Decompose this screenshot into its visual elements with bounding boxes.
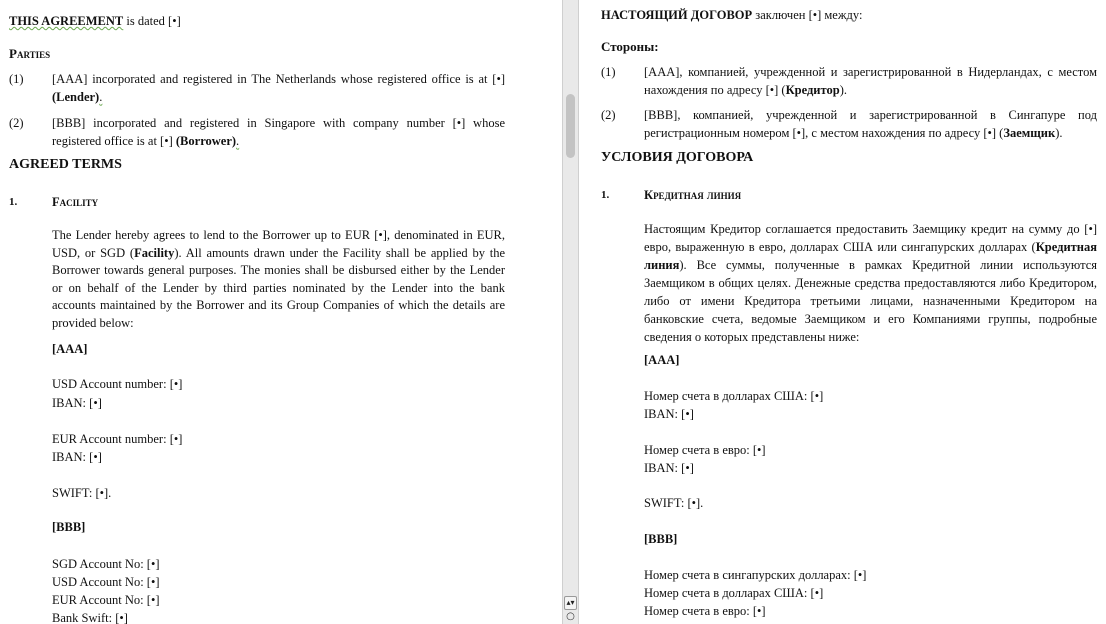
ru-clause-1-title: Кредитная линия [644,188,742,202]
ru-party-1-text: [AAA], компанией, учрежденной и зарегистрированной в Нидерландах, с местом нахождения по адресу [•] (Кредитор). [644,65,1097,97]
aaa-label: [AAA] [52,342,88,356]
ru-usd-account-no: Номер счета в долларах США: [•] [644,586,824,600]
ru-party-2-text: [BBB], компанией, учрежденной и зарегистрированной в Сингапуре под регистрационным номером [•], с местом нахождения по адресу [•] (Заемщик). [644,108,1097,140]
clause-1-paragraph: The Lender hereby agrees to lend to the Borrower up to EUR [•], denominated in EUR, USD, or SGD (Facility). All amounts drawn under the Facility shall be applied by the Borrower towards general purposes. The monies shall be disbursed either by the Lender or on behalf of the Lender by third parties nominated by the Lender into the bank accounts maintained by the Borrower and its Group Companies of which the details are provided below: [52,228,505,330]
ru-clause-1-number: 1. [601,189,610,201]
eur-account-number: EUR Account number: [•] [52,432,183,446]
ru-party-1-number: (1) [601,65,616,79]
bank-swift: Bank Swift: [•] [52,611,128,624]
ru-bbb-label: [BBB] [644,532,678,546]
ru-aaa-label: [AAA] [644,353,680,367]
swift-code: SWIFT: [•]. [52,486,112,500]
ru-eur-account-number: Номер счета в евро: [•] [644,443,766,457]
split-view-button[interactable]: ▴▾ [564,596,577,610]
usd-account-no: USD Account No: [•] [52,575,160,589]
party-1-text: [AAA] incorporated and registered in The Netherlands whose registered office is at [•] (Lender). [52,72,505,104]
agreed-terms-heading: AGREED TERMS [9,157,122,172]
ru-swift-code: SWIFT: [•]. [644,496,704,510]
parties-heading: Parties [9,46,51,61]
ru-agreement-date: заключен [•] между: [752,8,863,22]
ru-agreed-terms-heading: УСЛОВИЯ ДОГОВОРА [601,150,754,165]
clause-1-title: Facility [52,195,99,209]
ru-clause-1-paragraph: Настоящим Кредитор соглашается предоставить Заемщику кредит на сумму до [•] евро, выраженную в евро, долларах США или сингапурских долларах (Кредитная линия). Все суммы, полученные в рамках Кредитной линии используются Заемщиком в общих целях. Денежные средства предоставляются либо Кредитором, либо от имени Кредитора третьими лицами, назначенными Кредитором на банковские счета, ведомые Заемщиком и его Компаниями группы, подробные сведения о которых представлены ниже: [644,222,1097,344]
russian-document-pane[interactable] [579,0,1106,624]
agreement-date: is dated [•] [123,14,181,28]
clause-1-number: 1. [9,196,18,208]
ru-iban-2: IBAN: [•] [644,461,694,475]
party-2-number: (2) [9,116,24,130]
vertical-scrollbar[interactable] [562,0,579,624]
sgd-account-no: SGD Account No: [•] [52,557,160,571]
ru-agreement-header [601,8,862,23]
ru-sgd-account-no: Номер счета в сингапурских долларах: [•] [644,568,867,582]
agreement-header [9,14,181,29]
ru-iban-1: IBAN: [•] [644,407,694,421]
browse-object-icon[interactable]: ○ [566,611,575,622]
iban-2: IBAN: [•] [52,450,102,464]
party-2-text: [BBB] incorporated and registered in Singapore with company number [•] whose registered office is at [•] (Borrower). [52,116,505,148]
party-1-number: (1) [9,72,24,86]
bbb-label: [BBB] [52,520,86,534]
ru-eur-account-no: Номер счета в евро: [•] [644,604,766,618]
eur-account-no: EUR Account No: [•] [52,593,160,607]
ru-party-2-number: (2) [601,108,616,122]
usd-account-number: USD Account number: [•] [52,377,183,391]
ru-usd-account-number: Номер счета в долларах США: [•] [644,389,824,403]
iban-1: IBAN: [•] [52,396,102,410]
scrollbar-thumb[interactable] [566,94,575,158]
agreement-title: THIS AGREEMENT [9,14,124,28]
ru-parties-heading: Стороны: [601,39,659,54]
ru-agreement-title: НАСТОЯЩИЙ ДОГОВОР [601,8,753,22]
